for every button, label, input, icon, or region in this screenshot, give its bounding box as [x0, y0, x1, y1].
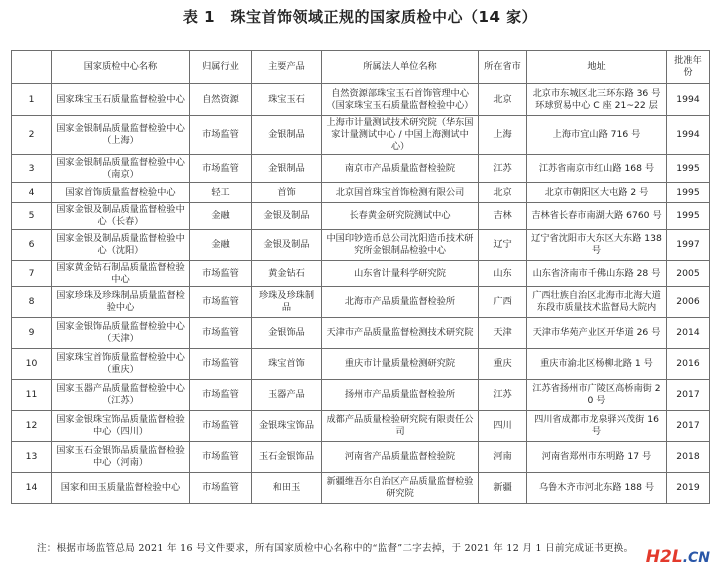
table-cell: 河南省郑州市东明路 17 号 — [527, 442, 667, 473]
table-cell: 4 — [12, 183, 52, 203]
table-cell: 国家珠宝玉石质量监督检验中心 — [52, 84, 190, 116]
table-cell: 广西壮族自治区北海市北海大道东段市质量技术监督局大院内 — [527, 287, 667, 318]
table-cell: 辽宁省沈阳市大东区大东路 138 号 — [527, 230, 667, 261]
table-cell: 珠宝玉石 — [252, 84, 322, 116]
table-row — [12, 349, 710, 380]
table-cell: 3 — [12, 155, 52, 183]
table-cell: 2005 — [667, 261, 710, 287]
table-body — [12, 84, 710, 504]
table-cell: 黄金钻石 — [252, 261, 322, 287]
table-cell: 吉林 — [479, 203, 527, 230]
table-cell: 国家玉器产品质量监督检验中心（江苏） — [52, 380, 190, 411]
table-cell: 国家金银珠宝饰品质量监督检验中心（四川） — [52, 411, 190, 442]
table-row — [12, 155, 710, 183]
watermark-brand: H2L — [645, 547, 683, 567]
header-cell: 归属行业 — [190, 51, 252, 84]
table-cell: 吉林省长春市南湖大路 6760 号 — [527, 203, 667, 230]
table-cell: 7 — [12, 261, 52, 287]
table-cell: 2 — [12, 116, 52, 155]
table-row — [12, 318, 710, 349]
table-title: 表 1 珠宝首饰领域正规的国家质检中心（14 家） — [182, 8, 538, 26]
table-cell: 玉器产品 — [252, 380, 322, 411]
table-cell: 成都产品质量检验研究院有限责任公司 — [322, 411, 479, 442]
table-cell: 1994 — [667, 84, 710, 116]
table-cell: 河南 — [479, 442, 527, 473]
table-cell: 国家首饰质量监督检验中心 — [52, 183, 190, 203]
table-cell: 江苏省南京市红山路 168 号 — [527, 155, 667, 183]
table-cell: 广西 — [479, 287, 527, 318]
table-cell: 2017 — [667, 380, 710, 411]
header-cell: 所属法人单位名称 — [322, 51, 479, 84]
table-cell: 轻工 — [190, 183, 252, 203]
table-cell: 重庆市计量质量检测研究院 — [322, 349, 479, 380]
table-cell: 自然资源 — [190, 84, 252, 116]
table-cell: 金银及制品 — [252, 230, 322, 261]
table-cell: 四川 — [479, 411, 527, 442]
table-row — [12, 473, 710, 504]
table-cell: 中国印钞造币总公司沈阳造币技术研究所金银制品检验中心 — [322, 230, 479, 261]
table-cell: 首饰 — [252, 183, 322, 203]
table-cell: 1994 — [667, 116, 710, 155]
table-cell: 江苏 — [479, 380, 527, 411]
table-row — [12, 116, 710, 155]
table-cell: 自然资源部珠宝玉石首饰管理中心（国家珠宝玉石质量监督检验中心） — [322, 84, 479, 116]
table-cell: 天津 — [479, 318, 527, 349]
table-row — [12, 380, 710, 411]
table-cell: 四川省成都市龙泉驿兴茂街 16 号 — [527, 411, 667, 442]
table-cell: 市场监管 — [190, 116, 252, 155]
table-cell: 长春黄金研究院测试中心 — [322, 203, 479, 230]
table-cell: 10 — [12, 349, 52, 380]
table-cell: 南京市产品质量监督检验院 — [322, 155, 479, 183]
table-cell: 国家玉石金银饰品质量监督检验中心（河南） — [52, 442, 190, 473]
watermark-suffix: .CN — [682, 550, 710, 566]
table-cell: 市场监管 — [190, 473, 252, 504]
table-cell: 金银及制品 — [252, 203, 322, 230]
header-cell: 批准年份 — [667, 51, 710, 84]
table-cell: 国家金银饰品质量监督检验中心（天津） — [52, 318, 190, 349]
table-cell: 山东省济南市千佛山东路 28 号 — [527, 261, 667, 287]
header-cell: 主要产品 — [252, 51, 322, 84]
table-cell: 和田玉 — [252, 473, 322, 504]
table-cell: 国家珍珠及珍珠制品质量监督检验中心 — [52, 287, 190, 318]
table-header-row — [12, 51, 710, 84]
table-cell: 金银珠宝饰品 — [252, 411, 322, 442]
table-cell: 市场监管 — [190, 318, 252, 349]
table-row — [12, 203, 710, 230]
table-cell: 金银饰品 — [252, 318, 322, 349]
table-cell: 乌鲁木齐市河北东路 188 号 — [527, 473, 667, 504]
table-cell: 2018 — [667, 442, 710, 473]
table-cell: 1995 — [667, 155, 710, 183]
table-cell: 上海市计量测试技术研究院（华东国家计量测试中心 / 中国上海测试中心） — [322, 116, 479, 155]
table-cell: 北海市产品质量监督检验所 — [322, 287, 479, 318]
table-cell: 辽宁 — [479, 230, 527, 261]
table-cell: 14 — [12, 473, 52, 504]
header-cell — [12, 51, 52, 84]
table-cell: 市场监管 — [190, 287, 252, 318]
table-cell: 国家金银及制品质量监督检验中心（长春） — [52, 203, 190, 230]
table-cell: 珍珠及珍珠制品 — [252, 287, 322, 318]
header-cell: 国家质检中心名称 — [52, 51, 190, 84]
table-row — [12, 411, 710, 442]
table-cell: 金融 — [190, 203, 252, 230]
table-row — [12, 261, 710, 287]
table-cell: 1 — [12, 84, 52, 116]
table-cell: 2006 — [667, 287, 710, 318]
table-cell: 国家黄金钻石制品质量监督检验中心 — [52, 261, 190, 287]
table-cell: 重庆 — [479, 349, 527, 380]
table-cell: 1997 — [667, 230, 710, 261]
table-cell: 5 — [12, 203, 52, 230]
table-cell: 河南省产品质量监督检验院 — [322, 442, 479, 473]
table-cell: 2017 — [667, 411, 710, 442]
table-cell: 国家金银及制品质量监督检验中心（沈阳） — [52, 230, 190, 261]
table-cell: 新疆 — [479, 473, 527, 504]
table-cell: 北京市东城区北三环东路 36 号环球贸易中心 C 座 21~22 层 — [527, 84, 667, 116]
table-cell: 天津市华苑产业区开华道 26 号 — [527, 318, 667, 349]
header-cell: 所在省市 — [479, 51, 527, 84]
table-cell: 北京国首珠宝首饰检测有限公司 — [322, 183, 479, 203]
table-cell: 国家金银制品质量监督检验中心（上海） — [52, 116, 190, 155]
table-cell: 市场监管 — [190, 155, 252, 183]
table-cell: 上海市宜山路 716 号 — [527, 116, 667, 155]
table-row — [12, 442, 710, 473]
table-cell: 2016 — [667, 349, 710, 380]
table-cell: 市场监管 — [190, 442, 252, 473]
table-cell: 12 — [12, 411, 52, 442]
table-cell: 8 — [12, 287, 52, 318]
table-cell: 上海 — [479, 116, 527, 155]
watermark-logo — [646, 547, 710, 567]
table-cell: 山东省计量科学研究院 — [322, 261, 479, 287]
table-cell: 市场监管 — [190, 380, 252, 411]
inspection-centers-table — [11, 50, 710, 504]
table-cell: 市场监管 — [190, 261, 252, 287]
table-cell: 珠宝首饰 — [252, 349, 322, 380]
table-cell: 国家和田玉质量监督检验中心 — [52, 473, 190, 504]
table-cell: 6 — [12, 230, 52, 261]
table-cell: 2014 — [667, 318, 710, 349]
table-row — [12, 230, 710, 261]
table-cell: 扬州市产品质量监督检验所 — [322, 380, 479, 411]
table-footnote: 注：根据市场监管总局 2021 年 16 号文件要求，所有国家质检中心名称中的“监督”二字去掉，于 2021 年 12 月 1 日前完成证书更换。 — [37, 543, 634, 554]
table-cell: 金融 — [190, 230, 252, 261]
table-cell: 金银制品 — [252, 116, 322, 155]
table-cell: 天津市产品质量监督检测技术研究院 — [322, 318, 479, 349]
table-cell: 北京 — [479, 183, 527, 203]
table-cell: 市场监管 — [190, 411, 252, 442]
table-cell: 江苏省扬州市广陵区高桥南街 20 号 — [527, 380, 667, 411]
table-cell: 国家珠宝首饰质量监督检验中心（重庆） — [52, 349, 190, 380]
table-cell: 山东 — [479, 261, 527, 287]
table-cell: 新疆维吾尔自治区产品质量监督检验研究院 — [322, 473, 479, 504]
table-cell: 重庆市渝北区杨柳北路 1 号 — [527, 349, 667, 380]
table-cell: 9 — [12, 318, 52, 349]
table-cell: 北京 — [479, 84, 527, 116]
table-row — [12, 287, 710, 318]
table-cell: 2019 — [667, 473, 710, 504]
table-cell: 北京市朝阳区大屯路 2 号 — [527, 183, 667, 203]
table-cell: 13 — [12, 442, 52, 473]
table-cell: 江苏 — [479, 155, 527, 183]
table-cell: 1995 — [667, 183, 710, 203]
table-cell: 1995 — [667, 203, 710, 230]
table-row — [12, 84, 710, 116]
table-cell: 市场监管 — [190, 349, 252, 380]
table-cell: 玉石金银饰品 — [252, 442, 322, 473]
table-cell: 11 — [12, 380, 52, 411]
table-cell: 金银制品 — [252, 155, 322, 183]
table-cell: 国家金银制品质量监督检验中心（南京） — [52, 155, 190, 183]
table-row — [12, 183, 710, 203]
header-cell: 地址 — [527, 51, 667, 84]
